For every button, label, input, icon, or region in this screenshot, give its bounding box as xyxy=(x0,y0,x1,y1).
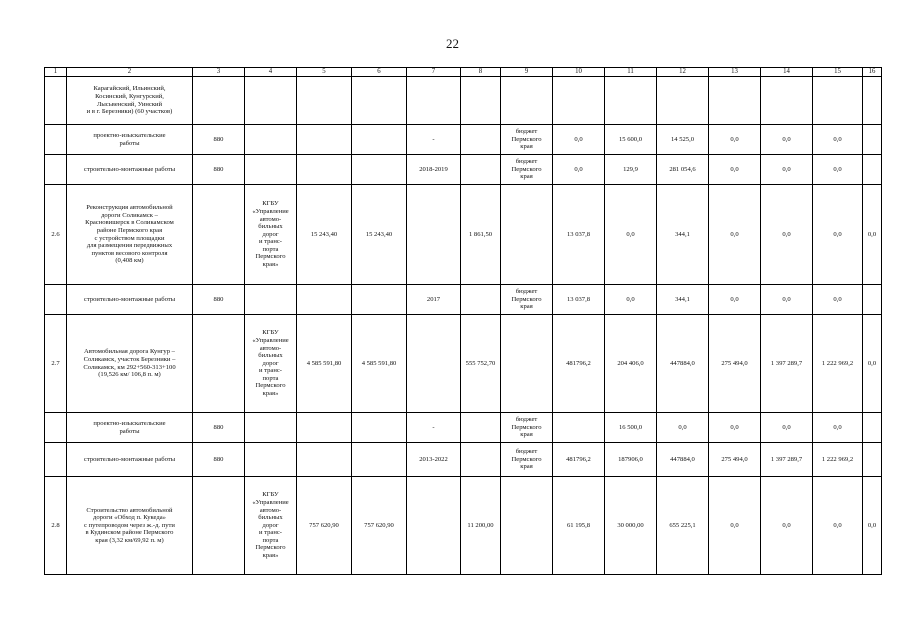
description-cell: Карагайский, Ильинский, Косинский, Кунгурский, Лысьвенский, Уинский и в г. Березники) (60 участков) xyxy=(67,77,193,125)
period-cell: - xyxy=(407,125,461,155)
value-col-13-cell: 275 494,0 xyxy=(709,443,761,477)
estimated-cost-cell: 757 620,90 xyxy=(352,477,407,575)
period-cell: 2018-2019 xyxy=(407,155,461,185)
value-col-12-cell: 655 225,1 xyxy=(657,477,709,575)
value-col-13-cell: 0,0 xyxy=(709,413,761,443)
value-col-10-cell: 61 195,8 xyxy=(553,477,605,575)
value-col-11-cell: 0,0 xyxy=(605,185,657,285)
value-col-14-cell: 0,0 xyxy=(761,413,813,443)
column-header: 5 xyxy=(297,68,352,77)
value-col-13-cell: 0,0 xyxy=(709,285,761,315)
value-col-14-cell: 1 397 289,7 xyxy=(761,443,813,477)
funding-source-cell: бюджет Пермского края xyxy=(501,155,553,185)
value-col-15-cell: 0,0 xyxy=(813,413,863,443)
total-cost-cell xyxy=(297,285,352,315)
estimated-cost-cell: 4 585 591,80 xyxy=(352,315,407,413)
row-number-cell: 2.6 xyxy=(45,185,67,285)
value-col-13-cell: 0,0 xyxy=(709,185,761,285)
funding-source-cell: бюджет Пермского края xyxy=(501,443,553,477)
value-col-13-cell: 0,0 xyxy=(709,155,761,185)
code-cell: 880 xyxy=(193,413,245,443)
value-col-16-cell xyxy=(863,413,882,443)
value-col-15-cell: 1 222 969,2 xyxy=(813,443,863,477)
funding-source-cell: бюджет Пермского края xyxy=(501,413,553,443)
period-cell: - xyxy=(407,413,461,443)
value-col-10-cell: 13 037,8 xyxy=(553,185,605,285)
estimated-cost-cell xyxy=(352,443,407,477)
value-col-12-cell: 447884,0 xyxy=(657,443,709,477)
value-col-12-cell: 447884,0 xyxy=(657,315,709,413)
column-header: 15 xyxy=(813,68,863,77)
organization-cell xyxy=(245,155,297,185)
budget-table xyxy=(44,67,882,575)
value-col-15-cell: 0,0 xyxy=(813,185,863,285)
description-cell: проектно-изыскательские работы xyxy=(67,413,193,443)
total-cost-cell: 757 620,90 xyxy=(297,477,352,575)
value-col-10-cell xyxy=(553,77,605,125)
period-cell xyxy=(407,477,461,575)
column-header: 2 xyxy=(67,68,193,77)
estimated-cost-cell xyxy=(352,125,407,155)
value-col-11-cell: 16 500,0 xyxy=(605,413,657,443)
value-col-12-cell: 344,1 xyxy=(657,185,709,285)
column-header: 9 xyxy=(501,68,553,77)
funding-source-cell xyxy=(501,77,553,125)
total-cost-cell: 15 243,40 xyxy=(297,185,352,285)
table-row xyxy=(45,413,882,443)
value-col-14-cell xyxy=(761,77,813,125)
organization-cell xyxy=(245,125,297,155)
table-row xyxy=(45,185,882,285)
total-cost-cell xyxy=(297,413,352,443)
value-col-12-cell: 14 525,0 xyxy=(657,125,709,155)
completed-cell xyxy=(461,413,501,443)
column-header: 11 xyxy=(605,68,657,77)
value-col-15-cell: 0,0 xyxy=(813,125,863,155)
table-row xyxy=(45,285,882,315)
value-col-11-cell: 30 000,00 xyxy=(605,477,657,575)
column-header: 7 xyxy=(407,68,461,77)
column-header: 10 xyxy=(553,68,605,77)
column-header: 3 xyxy=(193,68,245,77)
total-cost-cell xyxy=(297,155,352,185)
value-col-16-cell: 0,0 xyxy=(863,315,882,413)
value-col-16-cell: 0,0 xyxy=(863,477,882,575)
table-row xyxy=(45,315,882,413)
funding-source-cell xyxy=(501,477,553,575)
completed-cell xyxy=(461,125,501,155)
description-cell: Автомобильная дорога Кунгур – Соликамск, участок Березники – Соликамск, км 292+560-313+100 (19,526 км/ 106,8 п. м) xyxy=(67,315,193,413)
row-number-cell xyxy=(45,125,67,155)
value-col-11-cell xyxy=(605,77,657,125)
value-col-16-cell xyxy=(863,155,882,185)
total-cost-cell xyxy=(297,77,352,125)
row-number-cell xyxy=(45,285,67,315)
page-number: 22 xyxy=(446,36,459,51)
column-header: 4 xyxy=(245,68,297,77)
value-col-13-cell: 0,0 xyxy=(709,477,761,575)
funding-source-cell: бюджет Пермского края xyxy=(501,125,553,155)
row-number-cell xyxy=(45,77,67,125)
completed-cell xyxy=(461,77,501,125)
code-cell: 880 xyxy=(193,155,245,185)
row-number-cell xyxy=(45,155,67,185)
value-col-15-cell: 0,0 xyxy=(813,285,863,315)
row-number-cell xyxy=(45,443,67,477)
column-header: 16 xyxy=(863,68,882,77)
funding-source-cell: бюджет Пермского края xyxy=(501,285,553,315)
header-row xyxy=(45,68,882,77)
code-cell xyxy=(193,315,245,413)
value-col-15-cell: 0,0 xyxy=(813,155,863,185)
value-col-12-cell: 344,1 xyxy=(657,285,709,315)
estimated-cost-cell xyxy=(352,77,407,125)
value-col-15-cell: 0,0 xyxy=(813,477,863,575)
value-col-16-cell xyxy=(863,125,882,155)
organization-cell xyxy=(245,443,297,477)
period-cell: 2013-2022 xyxy=(407,443,461,477)
completed-cell: 1 861,50 xyxy=(461,185,501,285)
table-row xyxy=(45,125,882,155)
value-col-16-cell xyxy=(863,443,882,477)
column-header: 14 xyxy=(761,68,813,77)
value-col-10-cell xyxy=(553,413,605,443)
value-col-11-cell: 187906,0 xyxy=(605,443,657,477)
column-header: 12 xyxy=(657,68,709,77)
estimated-cost-cell xyxy=(352,285,407,315)
value-col-13-cell: 275 494,0 xyxy=(709,315,761,413)
value-col-10-cell: 0,0 xyxy=(553,155,605,185)
value-col-13-cell xyxy=(709,77,761,125)
code-cell xyxy=(193,185,245,285)
period-cell xyxy=(407,77,461,125)
value-col-11-cell: 15 600,0 xyxy=(605,125,657,155)
description-cell: строительно-монтажные работы xyxy=(67,285,193,315)
value-col-11-cell: 0,0 xyxy=(605,285,657,315)
completed-cell xyxy=(461,155,501,185)
organization-cell: КГБУ «Управление автомо- бильных дорог и транс- порта Пермского края» xyxy=(245,315,297,413)
value-col-11-cell: 204 406,0 xyxy=(605,315,657,413)
value-col-14-cell: 0,0 xyxy=(761,185,813,285)
row-number-cell xyxy=(45,413,67,443)
value-col-12-cell: 281 054,6 xyxy=(657,155,709,185)
description-cell: строительно-монтажные работы xyxy=(67,443,193,477)
value-col-14-cell: 0,0 xyxy=(761,155,813,185)
estimated-cost-cell: 15 243,40 xyxy=(352,185,407,285)
value-col-14-cell: 0,0 xyxy=(761,477,813,575)
code-cell: 880 xyxy=(193,125,245,155)
description-cell: Реконструкция автомобильной дороги Соликамск – Красновишерск в Соликамском районе Пермского края с устройством площадки для размещения передвижных пунктов весового контроля (0,408 км) xyxy=(67,185,193,285)
row-number-cell: 2.8 xyxy=(45,477,67,575)
code-cell: 880 xyxy=(193,285,245,315)
description-cell: проектно-изыскательские работы xyxy=(67,125,193,155)
column-header: 1 xyxy=(45,68,67,77)
value-col-10-cell: 0,0 xyxy=(553,125,605,155)
value-col-10-cell: 13 037,8 xyxy=(553,285,605,315)
value-col-12-cell xyxy=(657,77,709,125)
value-col-10-cell: 481796,2 xyxy=(553,315,605,413)
value-col-16-cell xyxy=(863,285,882,315)
organization-cell: КГБУ «Управление автомо- бильных дорог и транс- порта Пермского края» xyxy=(245,185,297,285)
organization-cell xyxy=(245,413,297,443)
total-cost-cell xyxy=(297,443,352,477)
completed-cell: 555 752,70 xyxy=(461,315,501,413)
total-cost-cell: 4 585 591,80 xyxy=(297,315,352,413)
table-row xyxy=(45,155,882,185)
completed-cell: 11 200,00 xyxy=(461,477,501,575)
funding-source-cell xyxy=(501,315,553,413)
funding-source-cell xyxy=(501,185,553,285)
table-row xyxy=(45,77,882,125)
description-cell: строительно-монтажные работы xyxy=(67,155,193,185)
code-cell: 880 xyxy=(193,443,245,477)
column-header: 13 xyxy=(709,68,761,77)
value-col-15-cell xyxy=(813,77,863,125)
description-cell: Строительство автомобильной дороги «Обход п. Кукеда» с путепроводом через ж.-д. пути в Кудинском районе Пермского края (3,32 км/69,92 п. м) xyxy=(67,477,193,575)
value-col-12-cell: 0,0 xyxy=(657,413,709,443)
value-col-13-cell: 0,0 xyxy=(709,125,761,155)
row-number-cell: 2.7 xyxy=(45,315,67,413)
code-cell xyxy=(193,77,245,125)
table-row xyxy=(45,477,882,575)
column-header: 6 xyxy=(352,68,407,77)
estimated-cost-cell xyxy=(352,413,407,443)
table-row xyxy=(45,443,882,477)
column-header: 8 xyxy=(461,68,501,77)
value-col-14-cell: 0,0 xyxy=(761,285,813,315)
organization-cell xyxy=(245,77,297,125)
organization-cell xyxy=(245,285,297,315)
period-cell: 2017 xyxy=(407,285,461,315)
value-col-16-cell: 0,0 xyxy=(863,185,882,285)
value-col-14-cell: 1 397 289,7 xyxy=(761,315,813,413)
value-col-11-cell: 129,9 xyxy=(605,155,657,185)
completed-cell xyxy=(461,285,501,315)
period-cell xyxy=(407,315,461,413)
value-col-16-cell xyxy=(863,77,882,125)
value-col-10-cell: 481796,2 xyxy=(553,443,605,477)
total-cost-cell xyxy=(297,125,352,155)
completed-cell xyxy=(461,443,501,477)
value-col-14-cell: 0,0 xyxy=(761,125,813,155)
code-cell xyxy=(193,477,245,575)
estimated-cost-cell xyxy=(352,155,407,185)
period-cell xyxy=(407,185,461,285)
value-col-15-cell: 1 222 969,2 xyxy=(813,315,863,413)
organization-cell: КГБУ «Управление автомо- бильных дорог и транс- порта Пермского края» xyxy=(245,477,297,575)
